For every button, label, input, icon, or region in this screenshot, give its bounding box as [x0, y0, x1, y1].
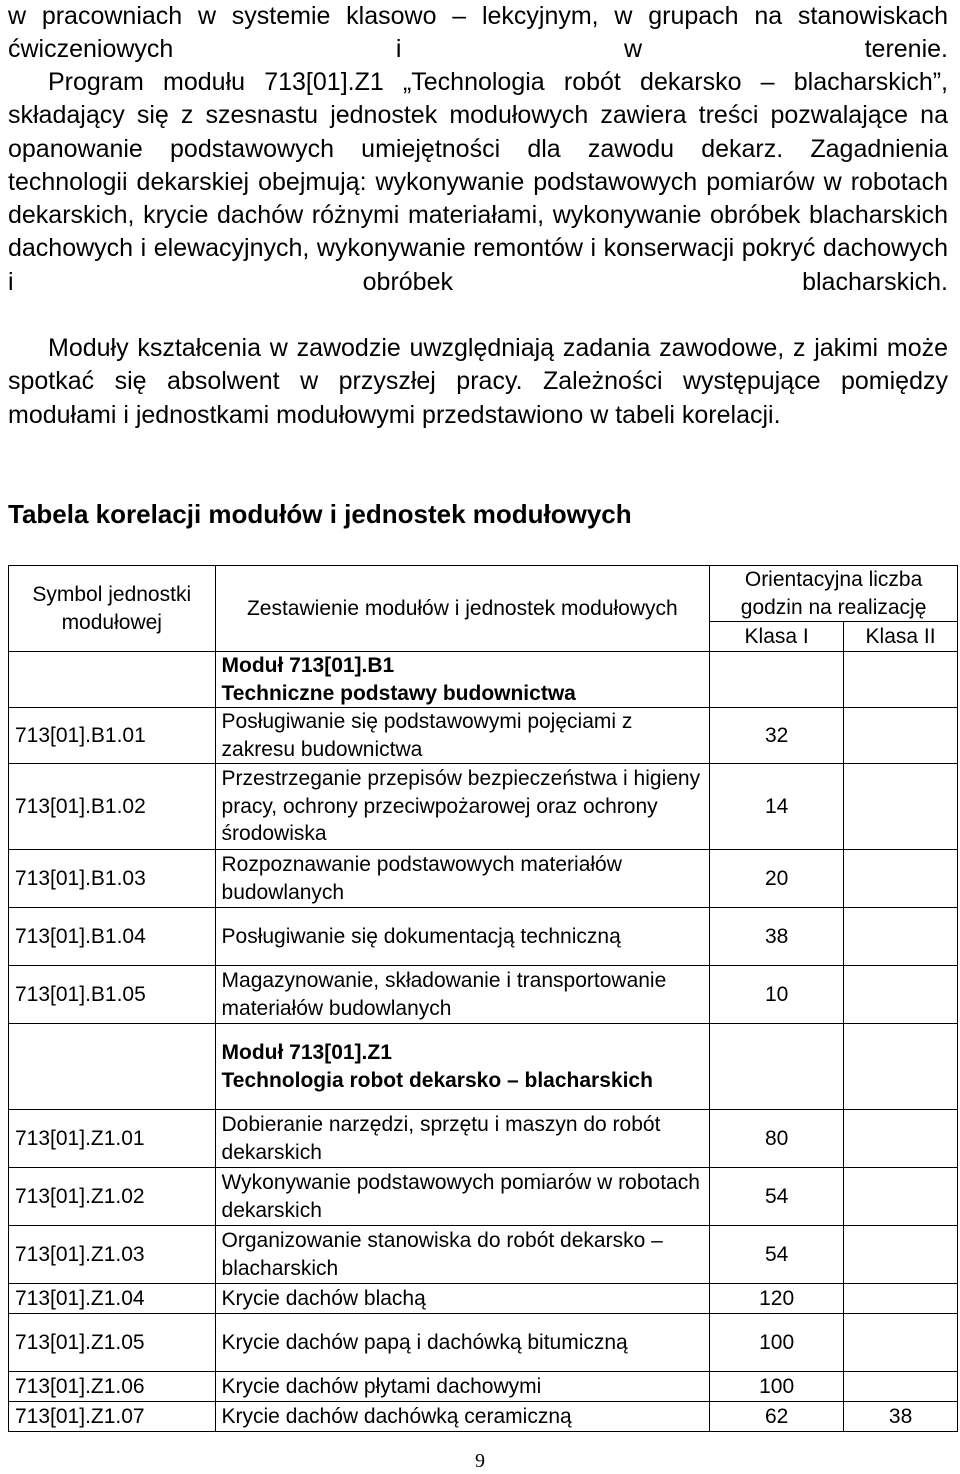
row-hours-klasa-2 [844, 1284, 958, 1314]
module-z1-title: Technologia robot dekarsko – blacharskich [221, 1068, 653, 1092]
correlation-table [8, 565, 958, 1432]
row-hours-klasa-1: 20 [710, 850, 844, 908]
intro-paragraph-program: Program modułu 713[01].Z1 „Technologia robót dekarsko – blacharskich”, składający się z szesnastu jednostek modułowych zawiera treści pozwalające na opanowanie podstawowych umiejętności dla zawodu dekarz. Zagadnienia technologii dekarskiej obejmują: wykonywanie podstawowych pomiarów w robotach dekarskich, krycie dachów różnymi materiałami, wykonywanie obróbek blacharskich dachowych i elewacyjnych, wykonywanie remontów i konserwacji pokryć dachowych i obróbek blacharskich. [8, 68, 948, 296]
table-row [9, 1372, 958, 1402]
header-description: Zestawienie modułów i jednostek modułowych [215, 566, 710, 652]
module-row-b1 [9, 652, 958, 708]
row-symbol: 713[01].Z1.06 [9, 1372, 216, 1402]
row-hours-klasa-2 [844, 850, 958, 908]
row-name: Posługiwanie się podstawowymi pojęciami z zakresu budownictwa [215, 708, 710, 764]
row-hours-klasa-2 [844, 708, 958, 764]
row-name: Rozpoznawanie podstawowych materiałów budowlanych [215, 850, 710, 908]
row-name: Wykonywanie podstawowych pomiarów w robotach dekarskich [215, 1168, 710, 1226]
row-hours-klasa-2 [844, 908, 958, 966]
row-name: Dobieranie narzędzi, sprzętu i maszyn do robót dekarskich [215, 1110, 710, 1168]
row-hours-klasa-2 [844, 966, 958, 1024]
row-name: Krycie dachów blachą [215, 1284, 710, 1314]
row-symbol: 713[01].B1.05 [9, 966, 216, 1024]
row-symbol: 713[01].Z1.01 [9, 1110, 216, 1168]
header-klasa-2: Klasa II [844, 622, 958, 652]
module-z1-heading [215, 1024, 710, 1110]
table-row [9, 966, 958, 1024]
table-row [9, 1284, 958, 1314]
header-hours: Orientacyjna liczba godzin na realizację [710, 566, 958, 622]
table-row [9, 1226, 958, 1284]
row-name: Przestrzeganie przepisów bezpieczeństwa i higieny pracy, ochrony przeciwpożarowej oraz ochrony środowiska [215, 764, 710, 850]
row-name: Krycie dachów płytami dachowymi [215, 1372, 710, 1402]
row-hours-klasa-1: 14 [710, 764, 844, 850]
row-symbol: 713[01].B1.02 [9, 764, 216, 850]
row-symbol: 713[01].Z1.05 [9, 1314, 216, 1372]
header-symbol: Symbol jednostki modułowej [9, 566, 216, 652]
row-hours-klasa-1: 80 [710, 1110, 844, 1168]
table-row [9, 850, 958, 908]
module-k1-empty [710, 652, 844, 708]
row-hours-klasa-1: 100 [710, 1314, 844, 1372]
row-symbol: 713[01].Z1.03 [9, 1226, 216, 1284]
row-hours-klasa-2 [844, 1314, 958, 1372]
row-hours-klasa-2 [844, 1168, 958, 1226]
row-symbol: 713[01].Z1.04 [9, 1284, 216, 1314]
row-symbol: 713[01].B1.04 [9, 908, 216, 966]
table-row [9, 1402, 958, 1432]
table-row [9, 908, 958, 966]
page-number: 9 [475, 1450, 485, 1472]
row-name: Organizowanie stanowiska do robót dekarsko – blacharskich [215, 1226, 710, 1284]
module-symbol-empty [9, 1024, 216, 1110]
row-hours-klasa-2 [844, 1110, 958, 1168]
table-row [9, 764, 958, 850]
module-k2-empty [844, 652, 958, 708]
row-hours-klasa-2 [844, 764, 958, 850]
module-k1-empty [710, 1024, 844, 1110]
table-row [9, 1314, 958, 1372]
row-name: Posługiwanie się dokumentacją techniczną [215, 908, 710, 966]
row-symbol: 713[01].Z1.02 [9, 1168, 216, 1226]
module-k2-empty [844, 1024, 958, 1110]
row-hours-klasa-1: 54 [710, 1168, 844, 1226]
module-b1-heading [215, 652, 710, 708]
module-row-z1 [9, 1024, 958, 1110]
intro-paragraph-modules: Moduły kształcenia w zawodzie uwzględniają zadania zawodowe, z jakimi może spotkać się absolwent w przyszłej pracy. Zależności występujące pomiędzy modułami i jednostkami modułowymi przedstawiono w tabeli korelacji. [8, 334, 948, 429]
row-symbol: 713[01].B1.01 [9, 708, 216, 764]
row-hours-klasa-1: 62 [710, 1402, 844, 1432]
row-name: Krycie dachów dachówką ceramiczną [215, 1402, 710, 1432]
row-hours-klasa-2: 38 [844, 1402, 958, 1432]
module-b1-title: Techniczne podstawy budownictwa [221, 681, 576, 705]
row-hours-klasa-1: 120 [710, 1284, 844, 1314]
intro-continuation: w pracowniach w systemie klasowo – lekcyjnym, w grupach na stanowiskach ćwiczeniowych i w terenie. [8, 2, 948, 64]
module-symbol-empty [9, 652, 216, 708]
row-hours-klasa-1: 54 [710, 1226, 844, 1284]
table-row [9, 1168, 958, 1226]
row-hours-klasa-2 [844, 1372, 958, 1402]
row-hours-klasa-1: 100 [710, 1372, 844, 1402]
header-klasa-1: Klasa I [710, 622, 844, 652]
row-name: Krycie dachów papą i dachówką bitumiczną [215, 1314, 710, 1372]
row-hours-klasa-1: 32 [710, 708, 844, 764]
row-name: Magazynowanie, składowanie i transportowanie materiałów budowlanych [215, 966, 710, 1024]
row-hours-klasa-1: 10 [710, 966, 844, 1024]
module-b1-code: Moduł 713[01].B1 [221, 654, 395, 677]
row-hours-klasa-2 [844, 1226, 958, 1284]
row-symbol: 713[01].B1.03 [9, 850, 216, 908]
table-row [9, 708, 958, 764]
row-hours-klasa-1: 38 [710, 908, 844, 966]
module-z1-code: Moduł 713[01].Z1 [221, 1041, 392, 1064]
section-title: Tabela korelacji modułów i jednostek modułowych [8, 499, 632, 529]
row-symbol: 713[01].Z1.07 [9, 1402, 216, 1432]
table-row [9, 1110, 958, 1168]
